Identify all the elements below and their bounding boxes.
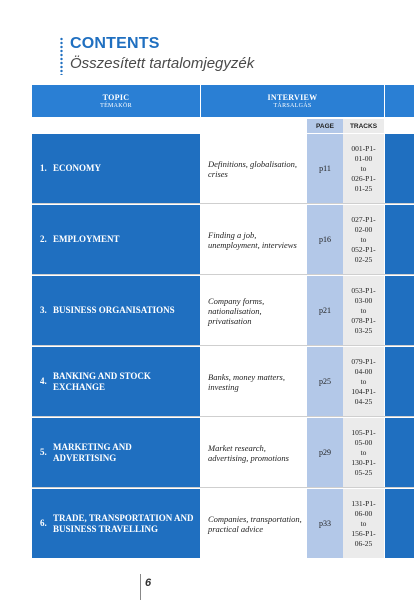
topic-title: EMPLOYMENT [53, 234, 120, 244]
page-column-header: PAGE [307, 119, 343, 133]
topic-cell [32, 489, 200, 558]
page-number: 6 [145, 577, 152, 589]
interview-header-sublabel: TÁRSALGÁS [273, 103, 312, 109]
topic-title: TRADE, TRANSPORTATION AND BUSINESS TRAVELLING [53, 512, 194, 534]
track-range: 001-P1- 01-00 to 026-P1- 01-25 [343, 134, 384, 203]
topic-title: MARKETING AND ADVERTISING [53, 441, 132, 463]
topic-number: 2. [40, 234, 47, 244]
interview-header-label: INTERVIEW [267, 93, 318, 102]
extra-column-cell [385, 276, 414, 345]
topic-number: 4. [40, 376, 47, 386]
row-divider [32, 203, 414, 204]
track-range: 053-P1- 03-00 to 078-P1- 03-25 [343, 276, 384, 345]
page-reference: p25 [307, 347, 343, 416]
row-divider [32, 274, 414, 275]
table-row[interactable] [0, 347, 414, 416]
extra-column-cell [385, 347, 414, 416]
row-divider [32, 487, 414, 488]
table-row[interactable] [0, 418, 414, 487]
page-reference: p16 [307, 205, 343, 274]
topic-title: BANKING AND STOCK EXCHANGE [53, 370, 151, 392]
extra-column-cell [385, 489, 414, 558]
page-reference: p33 [307, 489, 343, 558]
track-range: 079-P1- 04-00 to 104-P1- 04-25 [343, 347, 384, 416]
topic-cell [32, 205, 200, 274]
table-row[interactable] [0, 276, 414, 345]
extra-column-cell [385, 205, 414, 274]
table-row[interactable] [0, 489, 414, 558]
interview-description: Banks, money matters, investing [208, 371, 285, 392]
page-title: CONTENTS [70, 35, 160, 52]
title-dot-bar [60, 37, 63, 75]
topic-number: 6. [40, 518, 47, 528]
topic-column-header [32, 85, 200, 117]
topic-title: ECONOMY [53, 163, 101, 173]
topic-cell [32, 418, 200, 487]
topic-number: 1. [40, 163, 47, 173]
extra-column-header [385, 85, 414, 117]
topic-cell [32, 276, 200, 345]
page-reference: p21 [307, 276, 343, 345]
page-reference: p29 [307, 418, 343, 487]
table-row[interactable] [0, 205, 414, 274]
track-range: 027-P1- 02-00 to 052-P1- 02-25 [343, 205, 384, 274]
interview-column-header [201, 85, 384, 117]
tracks-column-header: TRACKS [343, 119, 384, 133]
interview-description: Company forms, nationalisation, privatisation [208, 295, 265, 326]
interview-description: Definitions, globalisation, crises [208, 158, 298, 179]
track-range: 131-P1- 06-00 to 156-P1- 06-25 [343, 489, 384, 558]
extra-column-cell [385, 418, 414, 487]
table-row[interactable] [0, 134, 414, 203]
page-subtitle: Összesített tartalomjegyzék [70, 55, 255, 72]
topic-header-label: TOPIC [102, 93, 130, 102]
extra-column-cell [385, 134, 414, 203]
page-reference: p11 [307, 134, 343, 203]
footer-divider [140, 574, 141, 600]
topic-header-sublabel: TÉMAKÖR [100, 103, 132, 109]
interview-description: Market research, advertising, promotions [208, 442, 289, 463]
topic-title: BUSINESS ORGANISATIONS [53, 305, 175, 315]
topic-cell [32, 134, 200, 203]
topic-number: 3. [40, 305, 47, 315]
interview-description: Finding a job, unemployment, interviews [208, 229, 297, 250]
topic-number: 5. [40, 447, 47, 457]
topic-cell [32, 347, 200, 416]
track-range: 105-P1- 05-00 to 130-P1- 05-25 [343, 418, 384, 487]
interview-description: Companies, transportation, practical advice [208, 513, 302, 534]
row-divider [32, 416, 414, 417]
row-divider [32, 345, 414, 346]
